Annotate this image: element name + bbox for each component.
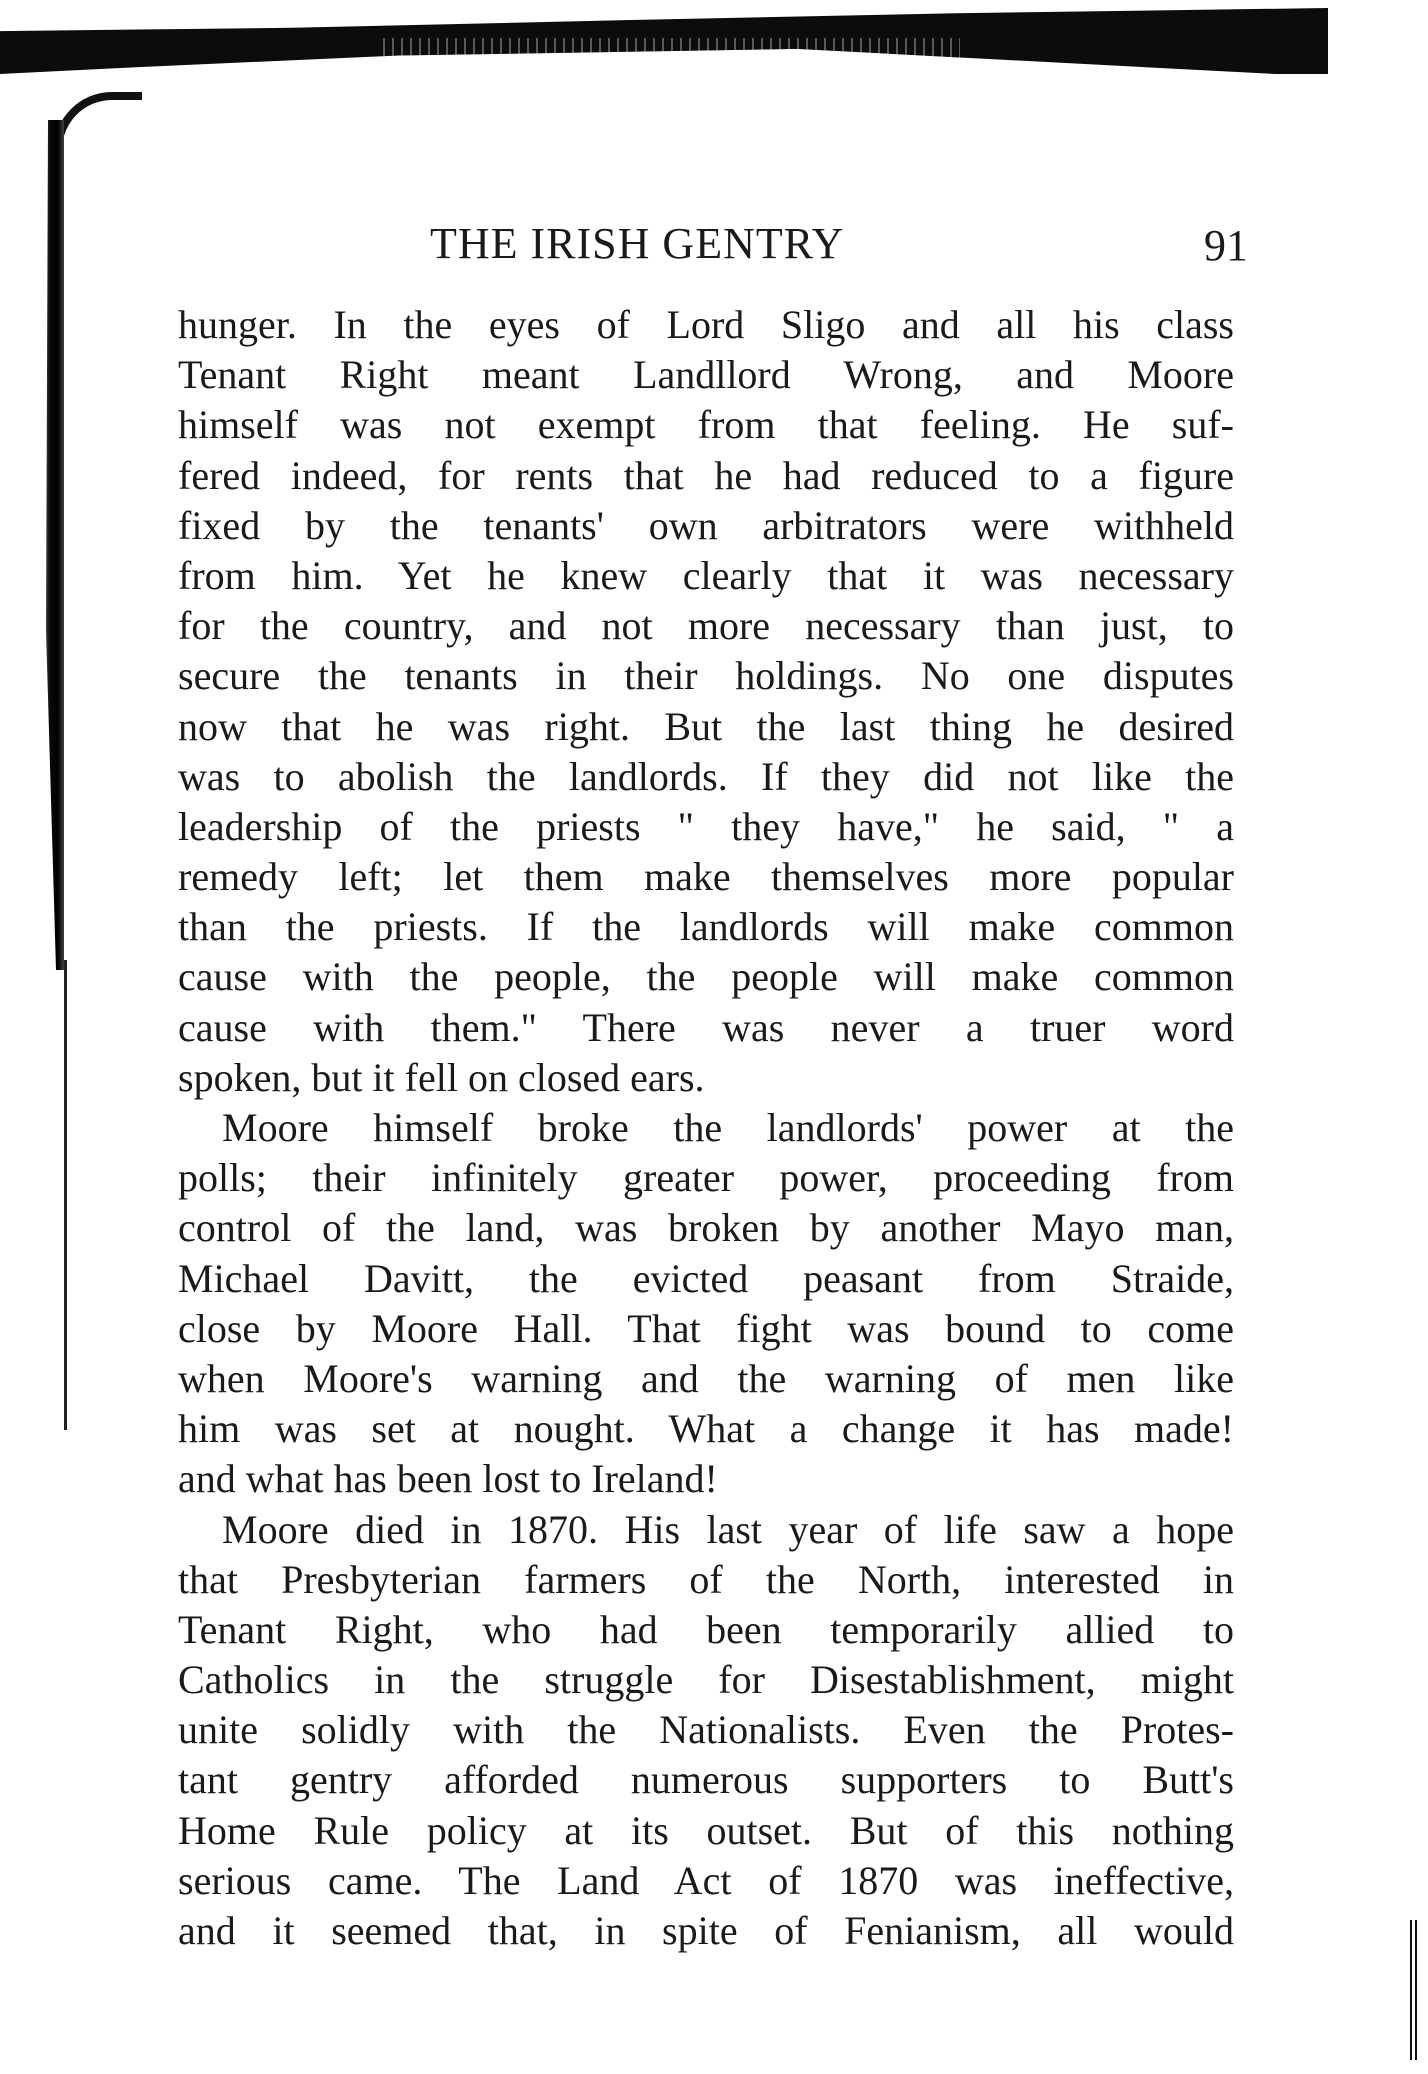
text-line: and it seemed that, in spite of Fenianism, all would bbox=[178, 1908, 1234, 1953]
text-line: himself was not exempt from that feeling. He suf- bbox=[178, 402, 1234, 448]
text-line: Tenant Right meant Landllord Wrong, and Moore bbox=[178, 352, 1234, 398]
text-line: hunger. In the eyes of Lord Sligo and all his class bbox=[178, 302, 1234, 347]
scan-shadow-left-thin bbox=[64, 960, 67, 1430]
text-line: Moore died in 1870. His last year of life saw a hope bbox=[222, 1506, 1234, 1552]
text-line: control of the land, was broken by another Mayo man, bbox=[178, 1205, 1234, 1251]
running-head bbox=[180, 218, 1248, 278]
text-line: spoken, but it fell on closed ears. bbox=[178, 1054, 705, 1100]
text-line: was to abolish the landlords. If they did not like the bbox=[178, 753, 1234, 799]
text-line: Michael Davitt, the evicted peasant from Straide, bbox=[178, 1255, 1234, 1301]
text-line: Catholics in the struggle for Disestablishment, might bbox=[178, 1657, 1234, 1703]
text-line: Tenant Right, who had been temporarily allied to bbox=[178, 1606, 1234, 1652]
text-line: remedy left; let them make themselves more popular bbox=[178, 854, 1234, 900]
text-line: cause with them." There was never a truer word bbox=[178, 1004, 1234, 1050]
scan-shadow-corner bbox=[54, 92, 142, 150]
page-number: 91 bbox=[1204, 221, 1248, 270]
text-line: him was set at nought. What a change it has made! bbox=[178, 1406, 1234, 1452]
running-title: THE IRISH GENTRY bbox=[430, 219, 845, 268]
text-line: for the country, and not more necessary than just, to bbox=[178, 603, 1234, 649]
text-line: leadership of the priests " they have," he said, " a bbox=[178, 803, 1234, 849]
text-line: Home Rule policy at its outset. But of this nothing bbox=[178, 1807, 1234, 1853]
text-line: unite solidly with the Nationalists. Even the Protes- bbox=[178, 1707, 1234, 1753]
text-line: polls; their infinitely greater power, proceeding from bbox=[178, 1155, 1234, 1201]
text-line: cause with the people, the people will make common bbox=[178, 954, 1234, 1000]
text-line: close by Moore Hall. That fight was bound to come bbox=[178, 1305, 1234, 1351]
text-line: from him. Yet he knew clearly that it was necessary bbox=[178, 552, 1234, 598]
text-line: Moore himself broke the landlords' power at the bbox=[222, 1105, 1234, 1150]
text-line: tant gentry afforded numerous supporters to Butt's bbox=[178, 1757, 1234, 1803]
scan-shadow-left bbox=[44, 120, 64, 970]
text-line: fered indeed, for rents that he had reduced to a figure bbox=[178, 452, 1234, 498]
text-line: that Presbyterian farmers of the North, interested in bbox=[178, 1556, 1234, 1602]
scan-shadow-top bbox=[0, 8, 1328, 74]
text-line: now that he was right. But the last thing he desired bbox=[178, 703, 1234, 749]
text-line: and what has been lost to Ireland! bbox=[178, 1456, 718, 1502]
text-line: serious came. The Land Act of 1870 was ineffective, bbox=[178, 1857, 1234, 1903]
text-line: than the priests. If the landlords will make common bbox=[178, 904, 1234, 950]
text-line: when Moore's warning and the warning of men like bbox=[178, 1355, 1234, 1401]
text-line: fixed by the tenants' own arbitrators were withheld bbox=[178, 502, 1234, 548]
body-text bbox=[178, 300, 1234, 1956]
scan-shadow-right bbox=[1410, 1920, 1418, 2060]
text-line: secure the tenants in their holdings. No one disputes bbox=[178, 653, 1234, 699]
